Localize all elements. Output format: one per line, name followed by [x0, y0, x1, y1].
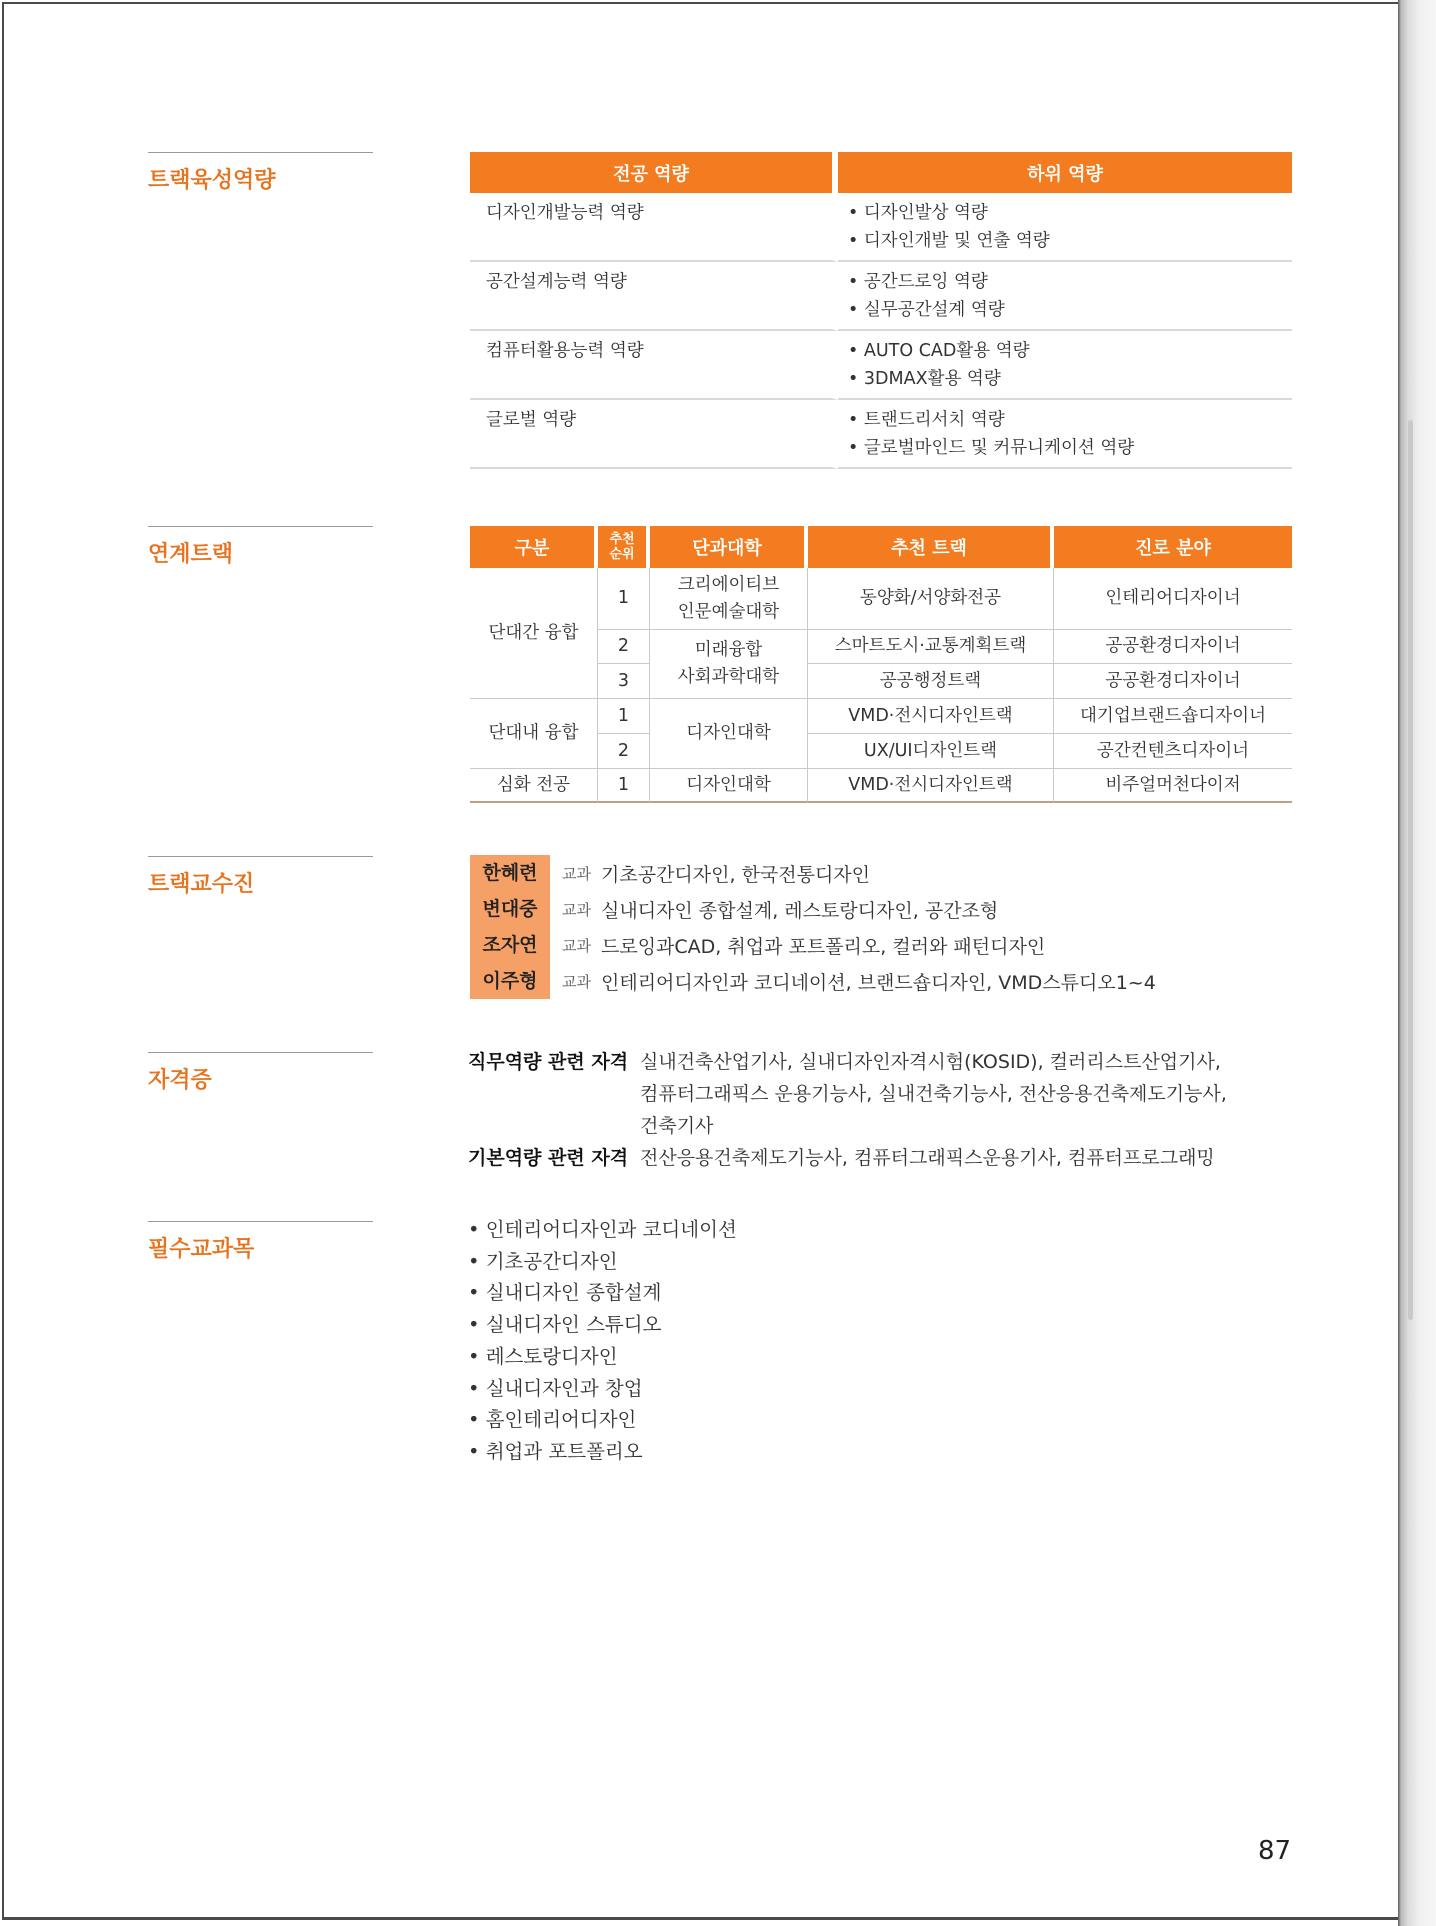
- career-cell: 대기업브랜드숍디자이너: [1054, 699, 1292, 734]
- sub-competency-cell: [838, 331, 1292, 400]
- header-rank-line1: 추천: [609, 532, 635, 547]
- professor-name: 조자연: [470, 927, 550, 963]
- professor-courses: 인테리어디자인과 코디네이션, 브랜드숍디자인, VMD스튜디오1~4: [600, 971, 1156, 994]
- section-label-link-track: 연계트랙: [148, 526, 373, 568]
- section-label-professors: 트랙교수진: [148, 856, 373, 898]
- required-course-list: [468, 1214, 737, 1468]
- sub-competency-cell: [838, 262, 1292, 331]
- professor-courses: 기초공간디자인, 한국전통디자인: [600, 863, 871, 886]
- track-cell: VMD·전시디자인트랙: [808, 769, 1054, 803]
- header-rank: [598, 526, 650, 568]
- rank-cell: 1: [598, 699, 650, 734]
- college-line: 크리에이티브: [677, 574, 780, 595]
- section-label-certificates: 자격증: [148, 1052, 373, 1094]
- professor-row: [470, 927, 1210, 963]
- professor-courses: 드로잉과CAD, 취업과 포트폴리오, 컬러와 패턴디자인: [600, 935, 1046, 958]
- list-item: • 홈인테리어디자인: [468, 1404, 737, 1436]
- career-cell: 비주얼머천다이저: [1054, 769, 1292, 803]
- list-item: • 실내디자인 스튜디오: [468, 1309, 737, 1341]
- college-line: 사회과학대학: [677, 667, 780, 687]
- rank-cell: 2: [598, 734, 650, 769]
- major-competency: 공간설계능력 역량: [470, 262, 838, 331]
- sub-competency: • 글로벌마인드 및 커뮤니케이션 역량: [848, 434, 1292, 462]
- rank-cell: 1: [598, 568, 650, 630]
- course-tag: 교과: [562, 936, 591, 955]
- list-item: • 레스토랑디자인: [468, 1341, 737, 1373]
- job-cert-label: 직무역량 관련 자격: [468, 1051, 629, 1073]
- career-cell: 인테리어디자이너: [1054, 568, 1292, 630]
- professor-name: 이주형: [470, 963, 550, 999]
- course-tag: 교과: [562, 900, 591, 919]
- list-item: • 실내디자인과 창업: [468, 1373, 737, 1405]
- cert-line: 건축기사: [640, 1115, 714, 1137]
- table-row: [470, 193, 1292, 262]
- career-cell: 공공환경디자이너: [1054, 664, 1292, 699]
- table-row: [470, 331, 1292, 400]
- table-row: [470, 769, 1292, 803]
- category-cell: 단대내 융합: [470, 699, 598, 769]
- professor-row: [470, 963, 1210, 999]
- rank-cell: 2: [598, 630, 650, 664]
- sub-competency: • 디자인개발 및 연출 역량: [848, 227, 1292, 255]
- header-track: 추천 트랙: [808, 526, 1054, 568]
- sub-competency-cell: [838, 400, 1292, 469]
- major-competency: 글로벌 역량: [470, 400, 838, 469]
- rank-cell: 3: [598, 664, 650, 699]
- table-row: [470, 262, 1292, 331]
- job-cert-value: [640, 1046, 1240, 1142]
- college-cell: 디자인대학: [650, 699, 808, 769]
- list-item: • 실내디자인 종합설계: [468, 1277, 737, 1309]
- header-major-competency: 전공 역량: [470, 152, 838, 193]
- table-row: [470, 699, 1292, 734]
- college-cell: [650, 630, 808, 699]
- sub-competency: • 3DMAX활용 역량: [848, 365, 1292, 393]
- header-sub-competency: 하위 역량: [838, 152, 1292, 193]
- track-cell: 공공행정트랙: [808, 664, 1054, 699]
- table-row: [470, 568, 1292, 630]
- major-competency: 컴퓨터활용능력 역량: [470, 331, 838, 400]
- rank-cell: 1: [598, 769, 650, 803]
- category-cell: 단대간 융합: [470, 568, 598, 699]
- college-cell: [650, 568, 808, 630]
- course-tag: 교과: [562, 864, 591, 883]
- sub-competency-cell: [838, 193, 1292, 262]
- section-label-required: 필수교과목: [148, 1221, 373, 1263]
- cert-line: 실내건축산업기사, 실내디자인자격시험(KOSID), 컬러리스트산업기사,: [640, 1051, 1221, 1073]
- table-row: [470, 400, 1292, 469]
- professor-list: [470, 855, 1210, 999]
- section-label-competency: 트랙육성역량: [148, 152, 373, 194]
- major-competency: 디자인개발능력 역량: [470, 193, 838, 262]
- list-item: • 기초공간디자인: [468, 1246, 737, 1278]
- page-number: 87: [1258, 1836, 1292, 1866]
- basic-cert-value: 전산응용건축제도기능사, 컴퓨터그래픽스운용기사, 컴퓨터프로그래밍: [640, 1147, 1215, 1169]
- career-cell: 공공환경디자이너: [1054, 630, 1292, 664]
- certificate-row: [468, 1046, 1268, 1142]
- header-category: 구분: [470, 526, 598, 568]
- scrollbar[interactable]: [1408, 420, 1413, 1320]
- professor-name: 변대중: [470, 891, 550, 927]
- sub-competency: • AUTO CAD활용 역량: [848, 337, 1292, 365]
- career-cell: 공간컨텐츠디자이너: [1054, 734, 1292, 769]
- header-rank-line2: 순위: [609, 547, 635, 562]
- track-cell: 스마트도시·교통계획트랙: [808, 630, 1054, 664]
- header-college: 단과대학: [650, 526, 808, 568]
- track-cell: VMD·전시디자인트랙: [808, 699, 1054, 734]
- competency-table: [470, 152, 1292, 469]
- professor-name: 한혜련: [470, 855, 550, 891]
- college-cell: 디자인대학: [650, 769, 808, 803]
- link-track-table: [470, 526, 1292, 803]
- cert-line: 컴퓨터그래픽스 운용기능사, 실내건축기능사, 전산응용건축제도기능사,: [640, 1083, 1227, 1105]
- certificate-row: [468, 1142, 1268, 1174]
- professor-row: [470, 855, 1210, 891]
- sub-competency: • 공간드로잉 역량: [848, 268, 1292, 296]
- list-item: • 인테리어디자인과 코디네이션: [468, 1214, 737, 1246]
- professor-row: [470, 891, 1210, 927]
- list-item: • 취업과 포트폴리오: [468, 1436, 737, 1468]
- track-cell: UX/UI디자인트랙: [808, 734, 1054, 769]
- professor-courses: 실내디자인 종합설계, 레스토랑디자인, 공간조형: [600, 899, 999, 922]
- header-career: 진로 분야: [1054, 526, 1292, 568]
- basic-cert-label: 기본역량 관련 자격: [468, 1147, 629, 1169]
- sub-competency: • 트랜드리서치 역량: [848, 406, 1292, 434]
- sub-competency: • 디자인발상 역량: [848, 199, 1292, 227]
- sub-competency: • 실무공간설계 역량: [848, 296, 1292, 324]
- certificate-block: [468, 1046, 1268, 1174]
- course-tag: 교과: [562, 972, 591, 991]
- college-line: 인문예술대학: [677, 601, 780, 622]
- page-spine-shadow: [1398, 0, 1436, 1926]
- category-cell: 심화 전공: [470, 769, 598, 803]
- college-line: 미래융합: [694, 640, 763, 660]
- track-cell: 동양화/서양화전공: [808, 568, 1054, 630]
